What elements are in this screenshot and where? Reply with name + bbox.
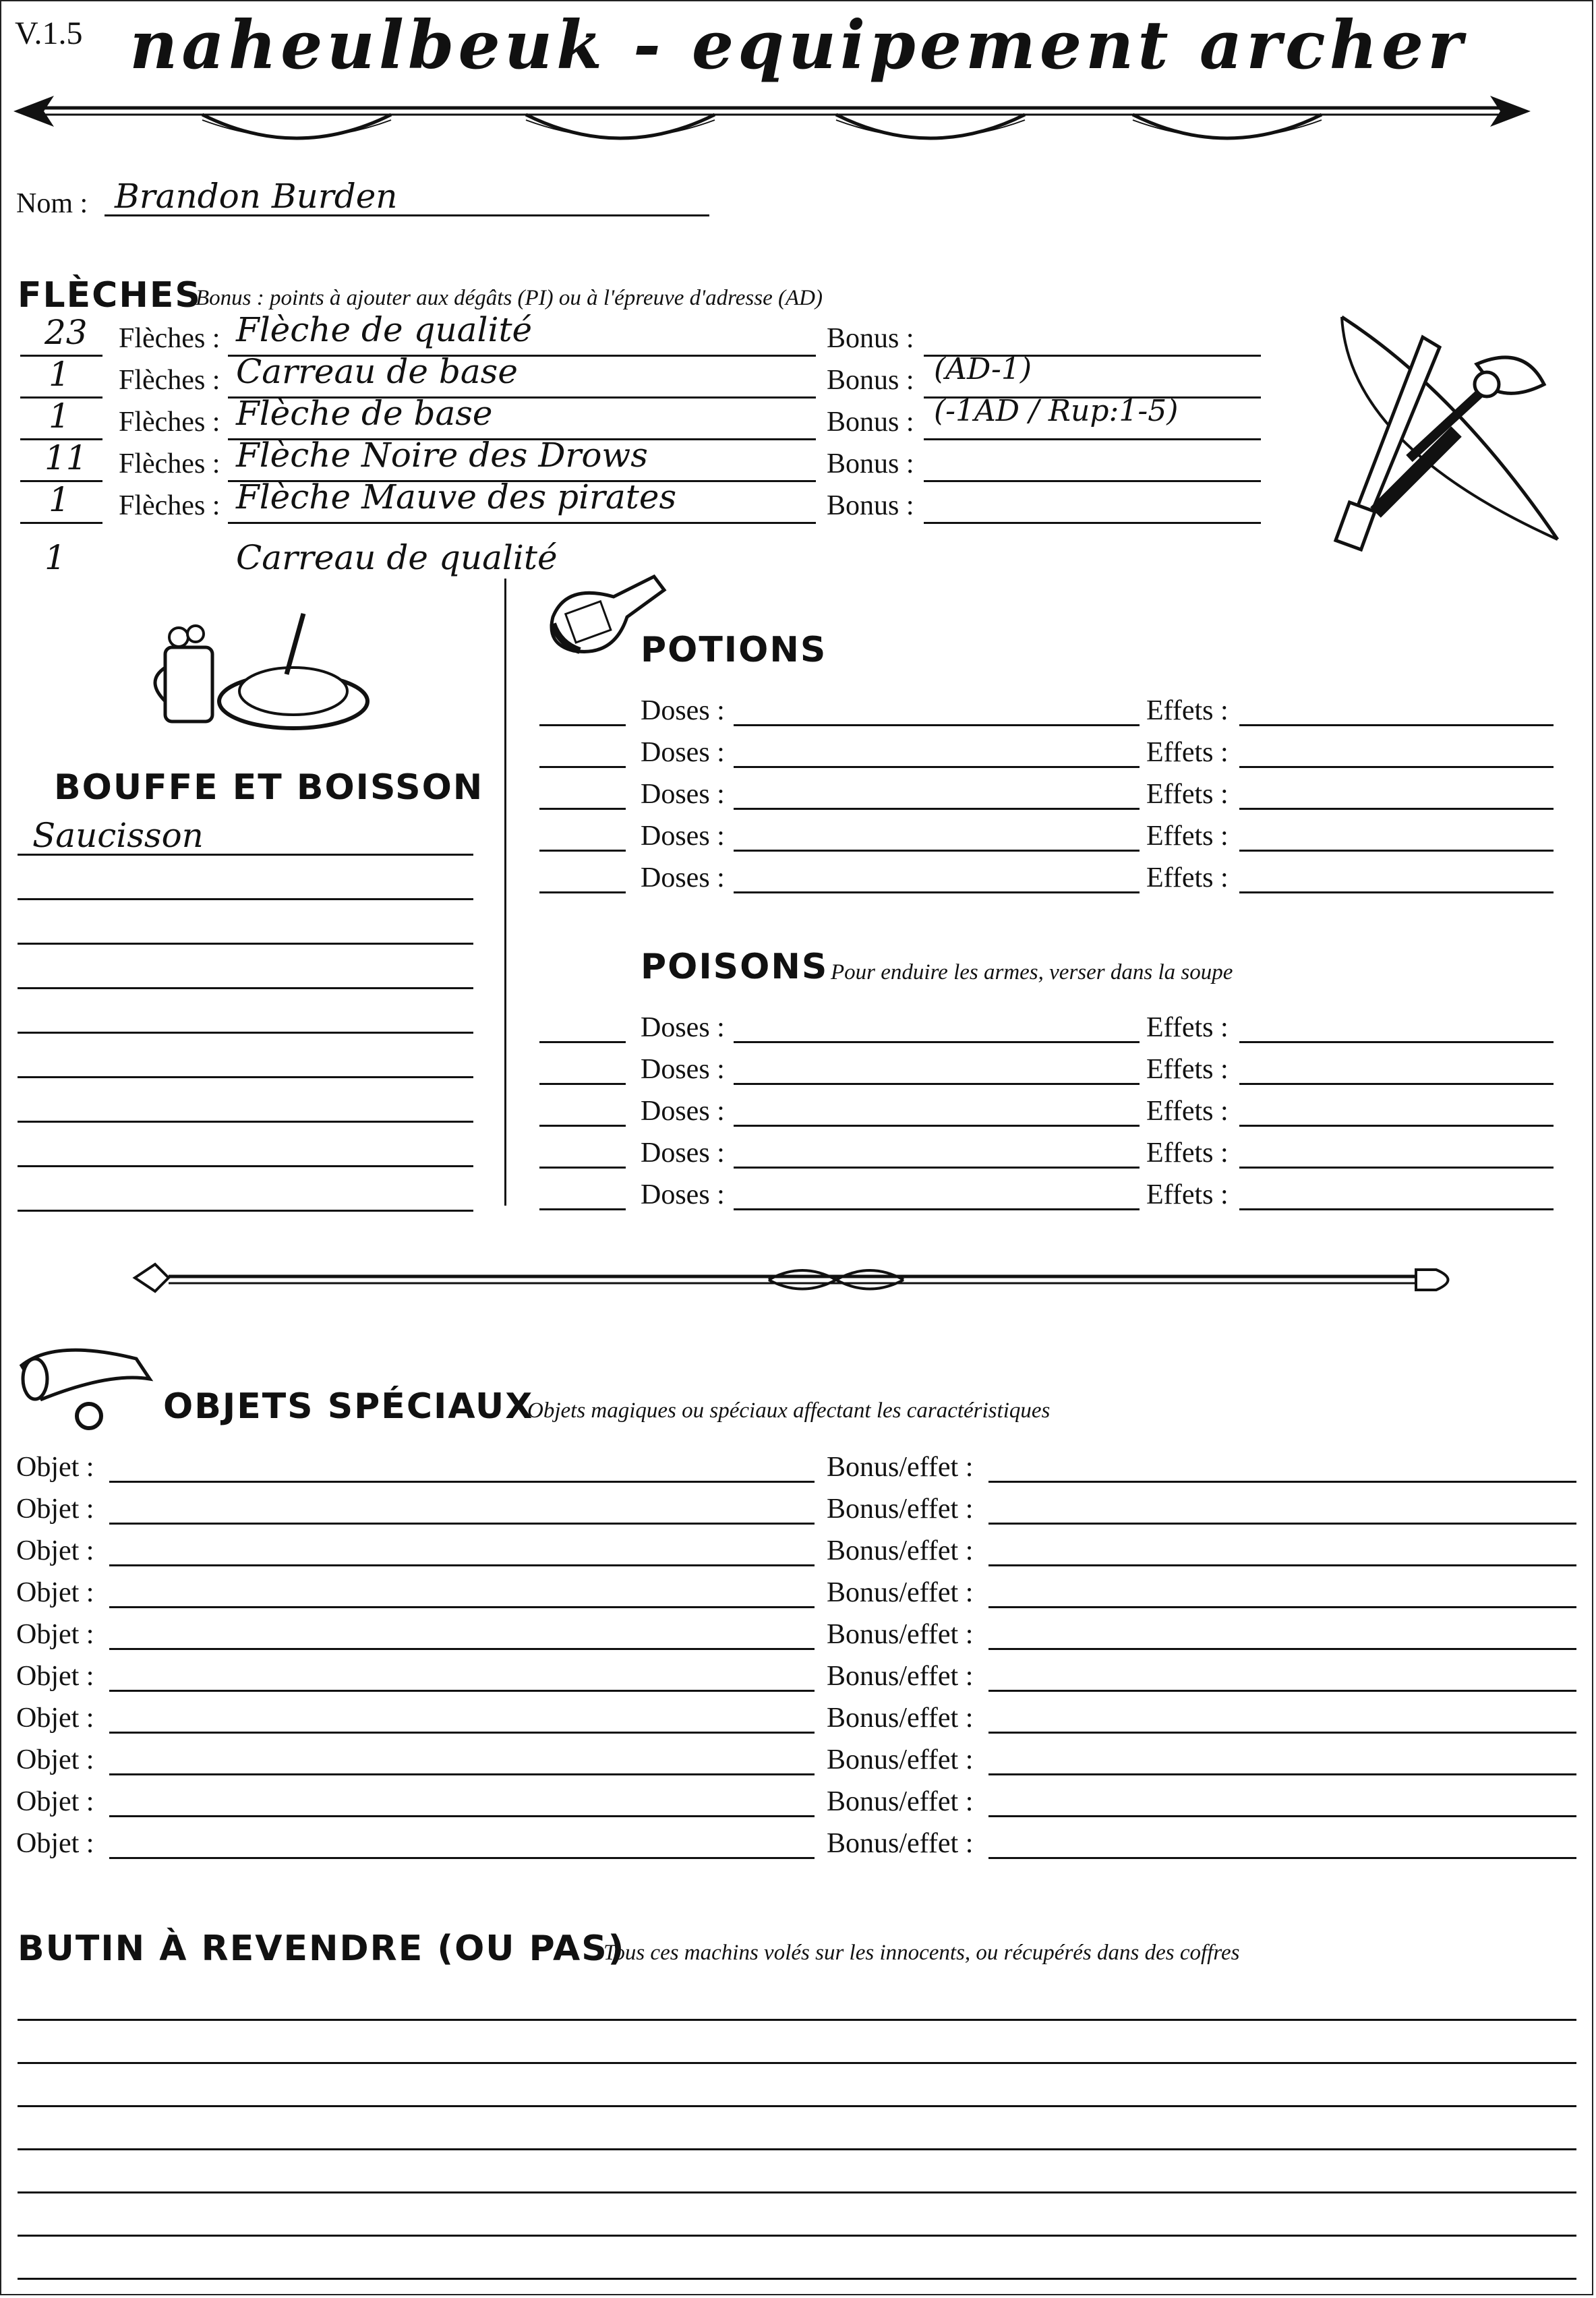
poisons-effets-line[interactable] <box>1239 1041 1554 1043</box>
objet-bonus-label: Bonus/effet : <box>827 1452 974 1483</box>
butin-line[interactable] <box>18 2191 1576 2193</box>
fleche-qty[interactable]: 1 <box>49 480 70 519</box>
bouffe-line <box>18 1032 473 1034</box>
fleche-bonus-line <box>924 438 1261 440</box>
potions-effets-line[interactable] <box>1239 724 1554 726</box>
objet-bonus-label: Bonus/effet : <box>827 1619 974 1650</box>
poisons-effets-label: Effets : <box>1146 1096 1229 1127</box>
fleche-qty[interactable]: 1 <box>49 396 70 436</box>
version-label: V.1.5 <box>15 16 83 51</box>
fleches-extra-name: Carreau de qualité <box>236 538 558 577</box>
fleche-name[interactable]: Flèche de base <box>236 394 493 433</box>
objet-bonus-line[interactable] <box>988 1564 1576 1566</box>
butin-line[interactable] <box>18 2062 1576 2064</box>
poisons-doses-label: Doses : <box>641 1096 725 1127</box>
fleche-bonus-line <box>924 522 1261 524</box>
objet-bonus-line[interactable] <box>988 1857 1576 1859</box>
poisons-effets-line[interactable] <box>1239 1125 1554 1127</box>
potions-qty-line[interactable] <box>539 850 626 852</box>
potions-doses-label: Doses : <box>641 737 725 768</box>
fleche-name[interactable]: Carreau de base <box>236 352 518 391</box>
page-title: naheulbeuk - equipement archer <box>129 7 1467 84</box>
poisons-qty-line[interactable] <box>539 1208 626 1210</box>
potions-effets-line[interactable] <box>1239 850 1554 852</box>
fleches-subtitle: Bonus : points à ajouter aux dégâts (PI) ou à l'épreuve d'adresse (AD) <box>196 286 823 310</box>
bouffe-line <box>18 898 473 900</box>
butin-line[interactable] <box>18 2235 1576 2237</box>
fleche-name[interactable]: Flèche Noire des Drows <box>236 436 648 475</box>
name-value[interactable]: Brandon Burden <box>115 177 398 216</box>
objet-line[interactable] <box>109 1564 815 1566</box>
potions-effets-label: Effets : <box>1146 821 1229 852</box>
fleche-bonus-value[interactable]: (-1AD / Rup:1-5) <box>934 394 1179 428</box>
objet-bonus-label: Bonus/effet : <box>827 1786 974 1817</box>
objet-label: Objet : <box>16 1786 94 1817</box>
fleche-name-line <box>228 522 816 524</box>
potions-doses-label: Doses : <box>641 821 725 852</box>
butin-line[interactable] <box>18 2148 1576 2150</box>
staff-divider-icon <box>128 1258 1463 1305</box>
poisons-title: POISONS <box>641 947 829 987</box>
objet-bonus-label: Bonus/effet : <box>827 1828 974 1859</box>
potions-effets-label: Effets : <box>1146 737 1229 768</box>
name-label: Nom : <box>16 188 88 219</box>
bouffe-item[interactable]: Saucisson <box>32 816 204 855</box>
fleche-bonus-label: Bonus : <box>827 407 914 438</box>
fleche-qty[interactable]: 1 <box>49 355 70 394</box>
bouffe-line <box>18 1165 473 1167</box>
bouffe-line <box>18 1076 473 1078</box>
objet-label: Objet : <box>16 1703 94 1734</box>
potions-doses-label: Doses : <box>641 695 725 726</box>
objets-title: OBJETS SPÉCIAUX <box>163 1386 534 1427</box>
fleche-bonus-line <box>924 480 1261 482</box>
objet-line[interactable] <box>109 1481 815 1483</box>
arrow-divider-icon <box>13 88 1531 148</box>
fleche-qty-line <box>20 522 102 524</box>
poisons-doses-line[interactable] <box>734 1125 1140 1127</box>
fleche-label: Flèches : <box>119 490 220 521</box>
fleche-label: Flèches : <box>119 448 220 479</box>
bouffe-line <box>18 854 473 856</box>
objet-line[interactable] <box>109 1815 815 1817</box>
objet-bonus-label: Bonus/effet : <box>827 1494 974 1525</box>
objet-label: Objet : <box>16 1828 94 1859</box>
bouffe-line <box>18 987 473 989</box>
name-line <box>105 214 709 216</box>
potions-qty-line[interactable] <box>539 724 626 726</box>
objet-line[interactable] <box>109 1732 815 1734</box>
poisons-effets-label: Effets : <box>1146 1138 1229 1169</box>
objet-bonus-line[interactable] <box>988 1815 1576 1817</box>
poisons-doses-line[interactable] <box>734 1167 1140 1169</box>
objet-line[interactable] <box>109 1773 815 1775</box>
fleche-name[interactable]: Flèche Mauve des pirates <box>236 477 677 517</box>
poisons-effets-line[interactable] <box>1239 1083 1554 1085</box>
poisons-doses-line[interactable] <box>734 1208 1140 1210</box>
potions-effets-label: Effets : <box>1146 862 1229 893</box>
butin-line[interactable] <box>18 2019 1576 2021</box>
potions-qty-line[interactable] <box>539 891 626 893</box>
potions-title: POTIONS <box>641 630 827 670</box>
food-plate-icon <box>138 607 367 735</box>
fleche-qty[interactable]: 11 <box>45 438 88 477</box>
objet-bonus-label: Bonus/effet : <box>827 1535 974 1566</box>
bouffe-line <box>18 943 473 945</box>
objet-label: Objet : <box>16 1452 94 1483</box>
crossed-weapons-icon <box>1322 310 1571 553</box>
poisons-effets-line[interactable] <box>1239 1208 1554 1210</box>
potions-doses-line[interactable] <box>734 808 1140 810</box>
fleche-bonus-label: Bonus : <box>827 490 914 521</box>
objet-bonus-line[interactable] <box>988 1648 1576 1650</box>
column-divider <box>504 579 506 1206</box>
objet-bonus-line[interactable] <box>988 1732 1576 1734</box>
objet-bonus-label: Bonus/effet : <box>827 1703 974 1734</box>
potions-doses-label: Doses : <box>641 779 725 810</box>
poisons-qty-line[interactable] <box>539 1167 626 1169</box>
objet-bonus-line[interactable] <box>988 1606 1576 1608</box>
objet-label: Objet : <box>16 1577 94 1608</box>
poisons-subtitle: Pour enduire les armes, verser dans la soupe <box>831 960 1233 984</box>
objet-line[interactable] <box>109 1690 815 1692</box>
poisons-doses-label: Doses : <box>641 1138 725 1169</box>
fleche-bonus-value[interactable]: (AD-1) <box>934 352 1032 386</box>
fleches-extra-qty: 1 <box>45 538 66 577</box>
fleches-title: FLÈCHES <box>18 275 202 316</box>
objet-bonus-label: Bonus/effet : <box>827 1661 974 1692</box>
poisons-qty-line[interactable] <box>539 1041 626 1043</box>
fleche-label: Flèches : <box>119 323 220 354</box>
objet-bonus-label: Bonus/effet : <box>827 1577 974 1608</box>
poisons-effets-label: Effets : <box>1146 1179 1229 1210</box>
objet-line[interactable] <box>109 1523 815 1525</box>
potions-effets-line[interactable] <box>1239 891 1554 893</box>
butin-line[interactable] <box>18 2278 1576 2280</box>
objet-label: Objet : <box>16 1744 94 1775</box>
butin-title: BUTIN À REVENDRE (OU PAS) <box>18 1928 626 1969</box>
potions-doses-label: Doses : <box>641 862 725 893</box>
scroll-ring-icon <box>15 1338 156 1433</box>
objet-label: Objet : <box>16 1494 94 1525</box>
fleche-bonus-label: Bonus : <box>827 323 914 354</box>
bouffe-line <box>18 1210 473 1212</box>
fleche-bonus-label: Bonus : <box>827 448 914 479</box>
poisons-doses-line[interactable] <box>734 1083 1140 1085</box>
poisons-doses-label: Doses : <box>641 1012 725 1043</box>
potions-effets-label: Effets : <box>1146 779 1229 810</box>
objet-bonus-label: Bonus/effet : <box>827 1744 974 1775</box>
potions-effets-label: Effets : <box>1146 695 1229 726</box>
objet-line[interactable] <box>109 1857 815 1859</box>
potions-qty-line[interactable] <box>539 766 626 768</box>
fleche-qty[interactable]: 23 <box>45 313 88 352</box>
objet-bonus-line[interactable] <box>988 1523 1576 1525</box>
objets-subtitle: Objets magiques ou spéciaux affectant les caractéristiques <box>527 1398 1051 1423</box>
potions-doses-line[interactable] <box>734 850 1140 852</box>
potions-doses-line[interactable] <box>734 766 1140 768</box>
bouffe-title: BOUFFE ET BOISSON <box>54 767 484 808</box>
fleche-name[interactable]: Flèche de qualité <box>236 310 533 349</box>
potions-qty-line[interactable] <box>539 808 626 810</box>
potions-doses-line[interactable] <box>734 891 1140 893</box>
fleche-label: Flèches : <box>119 407 220 438</box>
objet-line[interactable] <box>109 1606 815 1608</box>
bouffe-line <box>18 1121 473 1123</box>
objet-label: Objet : <box>16 1619 94 1650</box>
potions-effets-line[interactable] <box>1239 766 1554 768</box>
objet-bonus-line[interactable] <box>988 1773 1576 1775</box>
butin-subtitle: Tous ces machins volés sur les innocents, ou récupérés dans des coffres <box>603 1941 1240 1965</box>
poisons-qty-line[interactable] <box>539 1125 626 1127</box>
poisons-doses-label: Doses : <box>641 1054 725 1085</box>
poisons-effets-line[interactable] <box>1239 1167 1554 1169</box>
potions-doses-line[interactable] <box>734 724 1140 726</box>
potions-effets-line[interactable] <box>1239 808 1554 810</box>
poisons-qty-line[interactable] <box>539 1083 626 1085</box>
objet-bonus-line[interactable] <box>988 1690 1576 1692</box>
fleche-bonus-label: Bonus : <box>827 365 914 396</box>
poisons-doses-line[interactable] <box>734 1041 1140 1043</box>
butin-line[interactable] <box>18 2105 1576 2107</box>
objet-label: Objet : <box>16 1661 94 1692</box>
objet-label: Objet : <box>16 1535 94 1566</box>
objet-bonus-line[interactable] <box>988 1481 1576 1483</box>
poisons-doses-label: Doses : <box>641 1179 725 1210</box>
fleche-label: Flèches : <box>119 365 220 396</box>
poisons-effets-label: Effets : <box>1146 1054 1229 1085</box>
poisons-effets-label: Effets : <box>1146 1012 1229 1043</box>
objet-line[interactable] <box>109 1648 815 1650</box>
